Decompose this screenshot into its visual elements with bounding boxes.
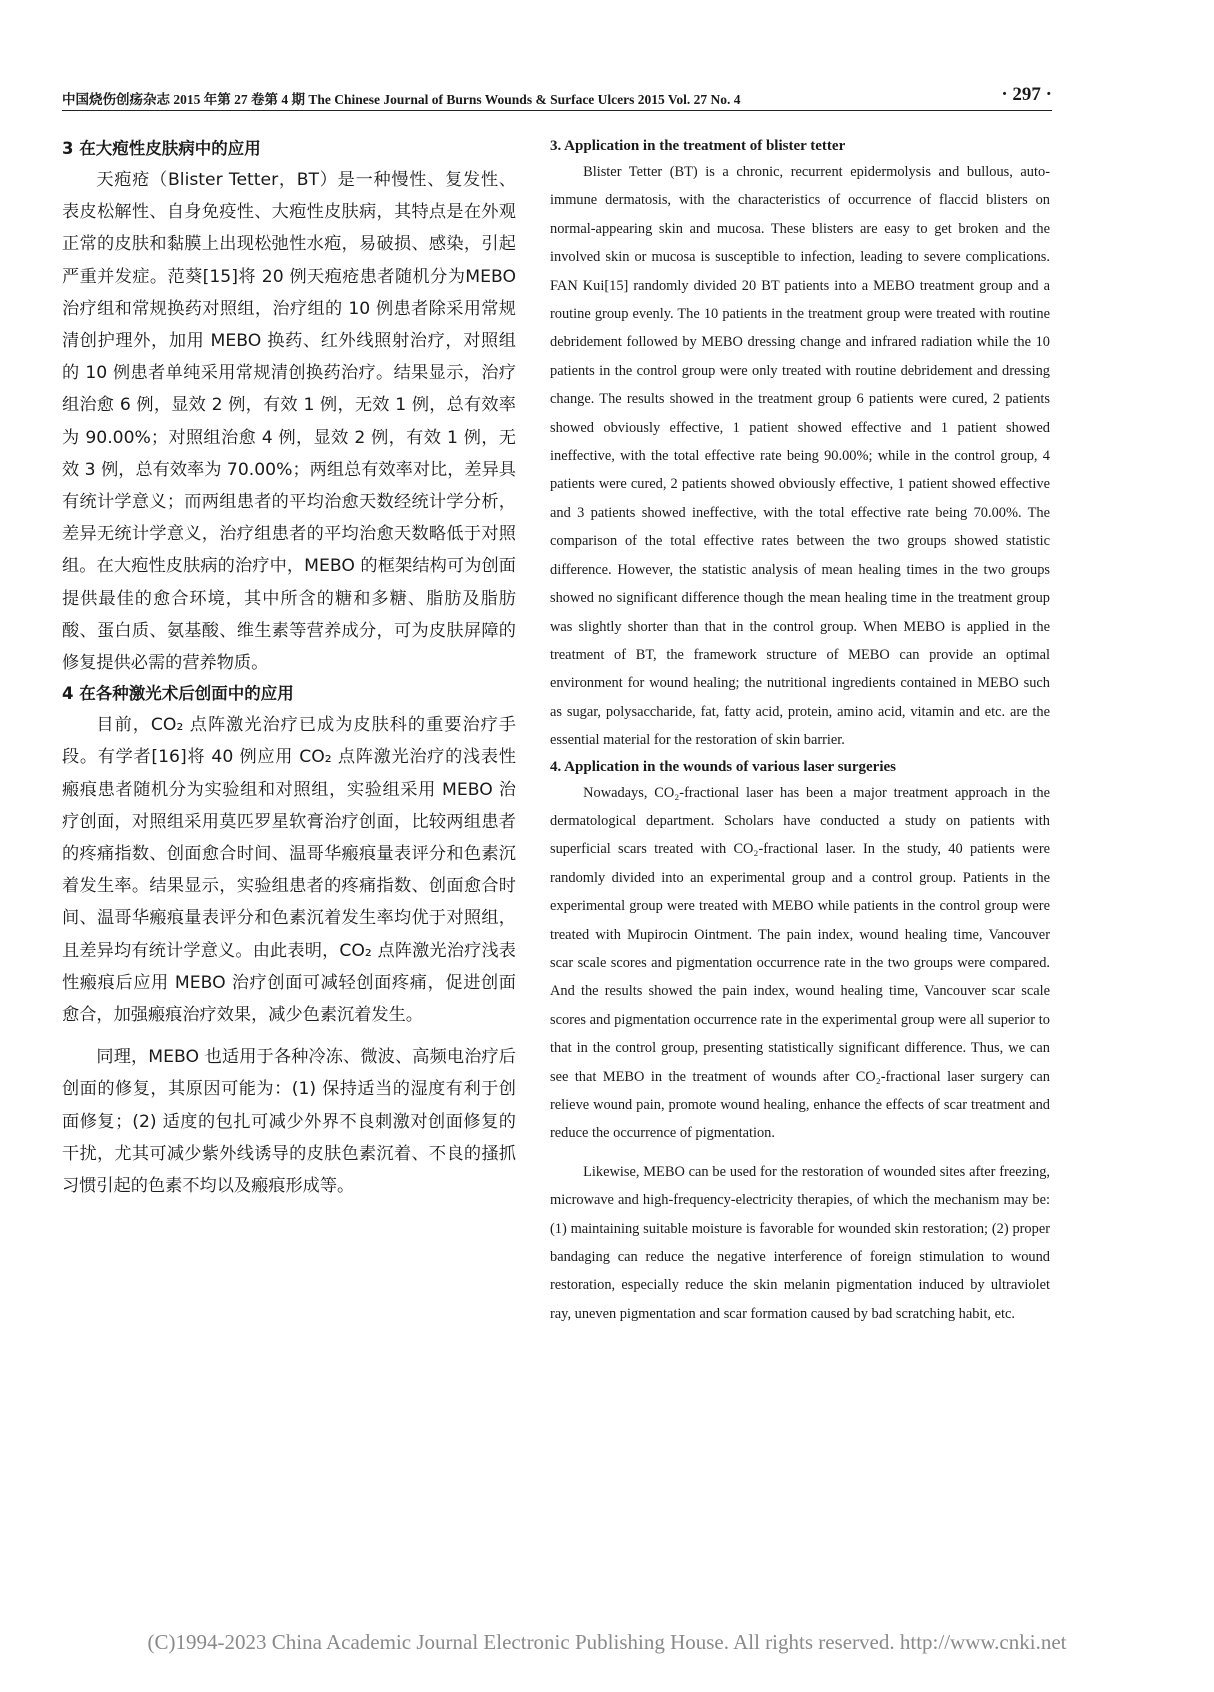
en-section-4-paragraph-1: Nowadays, CO₂-fractional laser has been a major treatment approach in the dermatological department. Scholars have conducted a study on patients with superficial scars treated with CO₂-fractional laser. In the study, 40 patients were randomly divided into an experimental group and a control group. Patients in the experimental group were treated with MEBO while patients in the control group were treated with Mupirocin Ointment. The pain index, wound healing time, Vancouver scar scale scores and pigmentation occurrence rate in the two groups were compared. And the results showed the pain index, wound healing time, Vancouver scar scale scores and pigmentation occurrence rate in the experimental group were all superior to that in the control group, presenting statistically significant difference. Thus, we can see that MEBO in the treatment of wounds after CO₂-fractional laser surgery can relieve wound pain, promote wound healing, enhance the effects of scar treatment and reduce the occurrence of pigmentation. xyxy=(550,784,1050,1142)
english-column xyxy=(550,134,1050,1328)
zh-section-4-heading: 4 在各种激光术后创面中的应用 xyxy=(62,684,294,704)
chinese-column xyxy=(62,134,516,1202)
en-section-4-heading: 4. Application in the wounds of various laser surgeries xyxy=(550,758,897,775)
en-section-3-heading: 3. Application in the treatment of blister tetter xyxy=(550,138,846,154)
zh-section-3-heading: 3 在大疱性皮肤病中的应用 xyxy=(62,139,261,158)
en-section-4-paragraph-2: Likewise, MEBO can be used for the restoration of wounded sites after freezing, microwave and high-frequency-electricity therapies, of which the mechanism may be: (1) maintaining suitable moisture is favorable for wounded skin restoration; (2) proper bandaging can reduce the negative interference of foreign stimulation to wound restoration, especially reduce the skin melanin pigmentation induced by ultraviolet ray, uneven pigmentation and scar formation caused by bad scratching habit, etc. xyxy=(550,1163,1050,1322)
zh-section-3-paragraph: 天疱疮（Blister Tetter，BT）是一种慢性、复发性、表皮松解性、自身免疫性、大疱性皮肤病，其特点是在外观正常的皮肤和黏膜上出现松弛性水疱，易破损、感染，引起严重并发症。范葵[15]将 20 例天疱疮患者随机分为MEBO治疗组和常规换药对照组，治疗组的 10 例患者除采用常规清创护理外，加用 MEBO 换药、红外线照射治疗，对照组的 10 例患者单纯采用常规清创换药治疗。结果显示，治疗组治愈 6 例，显效 2 例，有效 1 例，无效 1 例，总有效率为 90.00%；对照组治愈 4 例，显效 2 例，有效 1 例，无效 3 例，总有效率为 70.00%；两组总有效率对比，差异具有统计学意义；而两组患者的平均治愈天数经统计学分析，差异无统计学意义，治疗组患者的平均治愈天数略低于对照组。在大疱性皮肤病的治疗中，MEBO 的框架结构可为创面提供最佳的愈合环境，其中所含的糖和多糖、脂肪及脂肪酸、蛋白质、氨基酸、维生素等营养成分，可为皮肤屏障的修复提供必需的营养物质。 xyxy=(62,170,516,674)
zh-section-4-paragraph-1: 目前，CO₂ 点阵激光治疗已成为皮肤科的重要治疗手段。有学者[16]将 40 例应用 CO₂ 点阵激光治疗的浅表性瘢痕患者随机分为实验组和对照组，实验组采用 MEBO 治疗创面，对照组采用莫匹罗星软膏治疗创面，比较两组患者的疼痛指数、创面愈合时间、温哥华瘢痕量表评分和色素沉着发生率。结果显示，实验组患者的疼痛指数、创面愈合时间、温哥华瘢痕量表评分和色素沉着发生率均优于对照组，且差异均有统计学意义。由此表明，CO₂ 点阵激光治疗浅表性瘢痕后应用 MEBO 治疗创面可减轻创面疼痛，促进创面愈合，加强瘢痕治疗效果，减少色素沉着发生。 xyxy=(62,715,516,1026)
running-header xyxy=(62,84,1052,111)
copyright-footer: (C)1994-2023 China Academic Journal Electronic Publishing House. All rights reserved. http://www.cnki.net xyxy=(147,1630,1067,1654)
en-section-3-paragraph: Blister Tetter (BT) is a chronic, recurrent epidermolysis and bullous, auto-immune dermatosis, with the characteristics of occurrence of flaccid blisters on normal-appearing skin and mucosa. These blisters are easy to get broken and the involved skin or mucosa is susceptible to infection, leading to severe complications. FAN Kui[15] randomly divided 20 BT patients into a MEBO treatment group and a routine group evenly. The 10 patients in the treatment group were treated with routine debridement followed by MEBO dressing change and infrared radiation while the 10 patients in the control group were only treated with routine debridement and dressing change. The results showed in the treatment group 6 patients were cured, 2 patients showed obviously effective, 1 patient showed effective and 1 patient showed ineffective, with the total effective rate being 90.00%; while in the control group, 4 patients were cured, 2 patients showed obviously effective, 1 patient showed effective and 3 patients showed ineffective, with the total effective rate being 70.00%. The comparison of the total effective rates between the two groups showed statistic difference. However, the statistic analysis of mean healing times in the two groups showed no significant difference though the mean healing time in the treatment group was slightly shorter than that in the control group. When MEBO is applied in the treatment of BT, the framework structure of MEBO can provide an optimal environment for wound healing; the nutritional ingredients contained in MEBO such as sugar, polysaccharide, fat, fatty acid, protein, amino acid, vitamin and etc. are the essential material for the restoration of skin barrier. xyxy=(550,164,1050,749)
zh-section-4-paragraph-2: 同理，MEBO 也适用于各种冷冻、微波、高频电治疗后创面的修复，其原因可能为：(1) 保持适当的湿度有利于创面修复；(2) 适度的包扎可减少外界不良刺激对创面修复的干扰，尤其可减少紫外线诱导的皮肤色素沉着、不良的搔抓习惯引起的色素不均以及瘢痕形成等。 xyxy=(62,1047,516,1197)
page-number: · 297 · xyxy=(1001,84,1052,105)
journal-citation: 中国烧伤创疡杂志 2015 年第 27 卷第 4 期 The Chinese Journal of Burns Wounds & Surface Ulcers 2015 Vol. 27 No. 4 xyxy=(62,92,741,107)
